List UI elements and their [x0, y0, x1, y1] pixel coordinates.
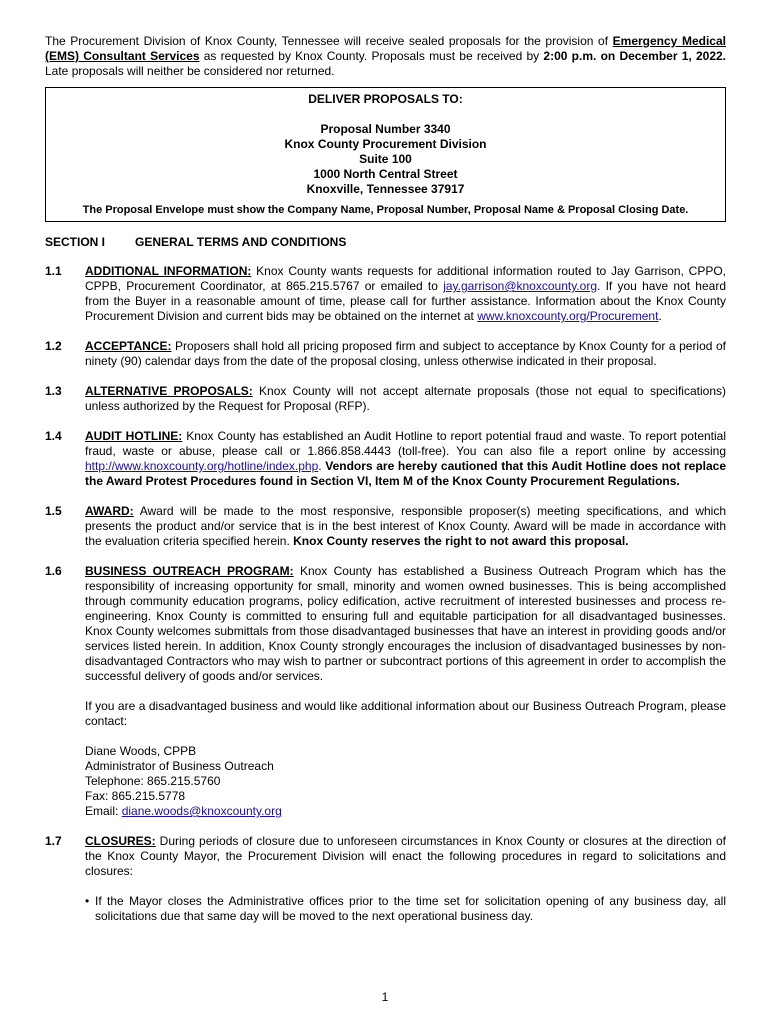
service-name: Emergency Medical (EMS) Consultant Services	[45, 34, 726, 63]
item-text: .	[658, 309, 662, 323]
item-title: ACCEPTANCE:	[85, 339, 172, 353]
deliver-line: Suite 100	[359, 152, 412, 166]
item-number: 1.6	[45, 564, 62, 578]
contact-email-link[interactable]: diane.woods@knoxcounty.org	[121, 804, 282, 818]
item-title: AWARD:	[85, 504, 134, 518]
item-1-5	[45, 504, 726, 549]
section-heading	[45, 235, 726, 249]
procurement-link[interactable]: www.knoxcounty.org/Procurement	[477, 309, 659, 323]
intro-text-2: as requested by Knox County. Proposals must be received by	[199, 49, 544, 63]
contact-block	[85, 744, 726, 819]
bullet-icon: •	[85, 894, 90, 908]
deadline: 2:00 p.m. on December 1, 2022.	[543, 49, 726, 63]
deliver-heading: DELIVER PROPOSALS TO:	[308, 92, 463, 106]
item-bold-text: Knox County reserves the right to not award this proposal.	[293, 534, 629, 548]
intro-text-3: Late proposals will neither be considered nor returned.	[45, 64, 335, 78]
intro-paragraph	[45, 34, 726, 79]
intro-text: The Procurement Division of Knox County, Tennessee will receive sealed proposals for the provision of	[45, 34, 613, 48]
item-bold-text: Vendors are hereby cautioned that this Audit Hotline does not replace the Award Protest Procedures found in Section VI, Item M of the Knox County Procurement Regulations.	[85, 459, 726, 488]
deliver-proposals-box	[45, 87, 726, 222]
contact-email-label: Email:	[85, 804, 122, 818]
deliver-line: Knoxville, Tennessee 37917	[306, 182, 465, 196]
document-page	[45, 34, 726, 924]
deliver-line: Knox County Procurement Division	[284, 137, 487, 151]
item-number: 1.5	[45, 504, 62, 518]
deliver-line: 1000 North Central Street	[313, 167, 458, 181]
item-text: Knox County will not accept alternate proposals (those not equal to specifications) unless authorized by the Request for Proposal (RFP).	[85, 384, 726, 413]
item-text: Knox County has established an Audit Hotline to report potential fraud and waste. To report potential fraud, waste or abuse, please call or 1.866.858.4443 (toll-free). You can also file a report online by accessing	[85, 429, 727, 458]
item-text: Award will be made to the most responsive, responsible proposer(s) meeting specifications, and which presents the product and/or service that is in the best interest of Knox County. Award will be made in accordance with the evaluation criteria specified herein.	[85, 504, 726, 548]
item-title: ALTERNATIVE PROPOSALS:	[85, 384, 253, 398]
item-number: 1.7	[45, 834, 62, 848]
item-number: 1.1	[45, 264, 62, 278]
item-title: BUSINESS OUTREACH PROGRAM:	[85, 564, 294, 578]
item-title: AUDIT HOTLINE:	[85, 429, 183, 443]
item-number: 1.2	[45, 339, 62, 353]
item-text: . If you have not heard from the Buyer in a reasonable amount of time, please call for further assistance. Information about the Knox County Procurement Division and current bids may be obtained on the internet at	[85, 279, 726, 323]
item-text: Proposers shall hold all pricing proposed firm and subject to acceptance by Knox County for a period of ninety (90) calendar days from the date of the proposal closing, unless otherwise indicated in their proposal.	[85, 339, 726, 368]
section-number: SECTION I	[45, 235, 106, 249]
envelope-note: The Proposal Envelope must show the Company Name, Proposal Number, Proposal Name & Proposal Closing Date.	[82, 204, 689, 216]
item-1-2	[45, 339, 726, 369]
item-text: During periods of closure due to unforeseen circumstances in Knox County or closures at the direction of the Knox County Mayor, the Procurement Division will enact the following procedures in regard to solicitations and closures:	[85, 834, 726, 878]
contact-fax: Fax: 865.215.5778	[85, 789, 186, 803]
item-number: 1.3	[45, 384, 62, 398]
section-title: GENERAL TERMS AND CONDITIONS	[135, 235, 347, 249]
item-text: .	[318, 459, 326, 473]
bullet-text: If the Mayor closes the Administrative offices prior to the time set for solicitation opening of any business day, all solicitations due that same day will be moved to the next operational business day.	[95, 894, 726, 923]
contact-title: Administrator of Business Outreach	[85, 759, 274, 773]
item-1-6	[45, 564, 726, 819]
item-title: ADDITIONAL INFORMATION:	[85, 264, 252, 278]
bullet-item	[85, 894, 726, 924]
email-link[interactable]: jay.garrison@knoxcounty.org	[443, 279, 597, 293]
item-1-4	[45, 429, 726, 489]
item-1-7	[45, 834, 726, 924]
item-text: Knox County has established a Business Outreach Program which has the responsibility of increasing opportunity for small, minority and women owned businesses. This is being accomplished through community education programs, policy edification, active recruitment of interested businesses and process re-engineering. Knox County is committed to ensuring full and equitable participation for all disadvantaged businesses. Knox County welcomes submittals from those disadvantaged businesses that have an interest in providing goods and/or services listed herein. In addition, Knox County strongly encourages the inclusion of disadvantaged businesses by non-disadvantaged Contractors who may wish to partner or subcontract portions of this agreement in order to accomplish the successful delivery of goods and/or services.	[85, 564, 726, 683]
hotline-link[interactable]: http://www.knoxcounty.org/hotline/index.php	[85, 459, 319, 473]
item-1-1	[45, 264, 726, 324]
contact-name: Diane Woods, CPPB	[85, 744, 197, 758]
outreach-contact-intro: If you are a disadvantaged business and would like additional information about our Business Outreach Program, please contact:	[85, 699, 726, 728]
item-number: 1.4	[45, 429, 62, 443]
item-1-3	[45, 384, 726, 414]
deliver-line: Proposal Number 3340	[320, 122, 451, 136]
page-number: 1	[381, 990, 389, 1004]
item-title: CLOSURES:	[85, 834, 156, 848]
item-text: Knox County wants requests for additional information routed to Jay Garrison, CPPO, CPPB, Procurement Coordinator, at 865.215.5767 or emailed to	[85, 264, 727, 293]
contact-phone: Telephone: 865.215.5760	[85, 774, 221, 788]
